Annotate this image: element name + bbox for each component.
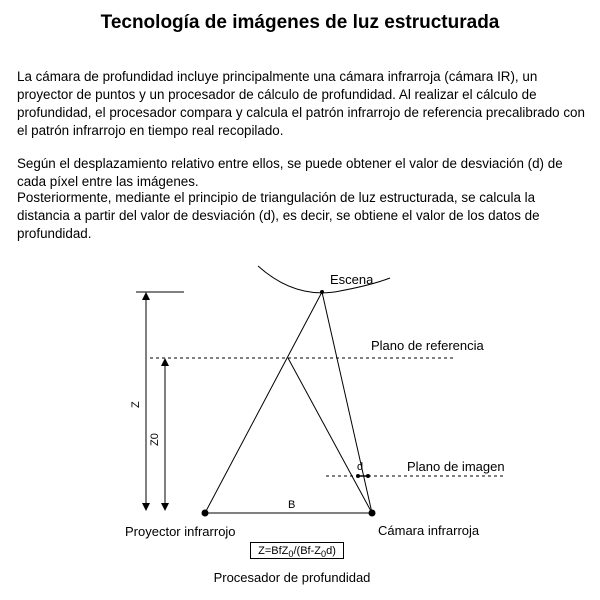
projector-point	[202, 510, 209, 517]
z0-label: Z0	[149, 433, 161, 446]
baseline-label: B	[288, 499, 296, 511]
processor-caption: Procesador de profundidad	[213, 570, 371, 585]
scene-label: Escena	[330, 272, 374, 287]
camera-label: Cámara infrarroja	[378, 523, 480, 538]
depth-formula-box	[250, 542, 344, 559]
z-label: Z	[130, 401, 142, 408]
projector-to-scene-ray	[205, 292, 322, 513]
page-title: Tecnología de imágenes de luz estructurada	[100, 12, 500, 33]
image-plane-label: Plano de imagen	[407, 459, 505, 474]
image-point-actual	[366, 474, 370, 478]
camera-point	[369, 510, 376, 517]
formula-part-c: d)	[326, 545, 336, 557]
intro-paragraph: La cámara de profundidad incluye principalmente una cámara infrarroja (cámara IR), un proyector de puntos y un procesador de cálculo de profundidad. Al realizar el cálculo de profundidad, el procesador compara y calcula el patrón infrarrojo de referencia precalibrado con el patrón infrarrojo en tiempo real recopilado.	[17, 69, 585, 138]
reference-to-camera-ray	[288, 358, 372, 513]
formula-part-b: /(Bf-Z	[293, 545, 321, 557]
formula-part-a: Z=BfZ	[258, 545, 289, 557]
formula-subscript-2: 0	[320, 549, 327, 560]
deviation-paragraph: Según el desplazamiento relativo entre ellos, se puede obtener el valor de desviación (d) de cada píxel entre las imágenes.	[17, 156, 563, 189]
triangulation-paragraph: Posteriormente, mediante el principio de triangulación de luz estructurada, se calcula la distancia a partir del valor de desviación (d), es decir, se obtiene el valor de los datos de profundidad.	[17, 190, 540, 241]
formula-subscript-1: 0	[288, 549, 294, 560]
image-point-reference	[356, 474, 360, 478]
projector-label: Proyector infrarrojo	[125, 524, 236, 539]
reference-plane-label: Plano de referencia	[371, 338, 484, 353]
scene-to-camera-ray	[322, 292, 372, 513]
d-label: d	[357, 461, 364, 473]
